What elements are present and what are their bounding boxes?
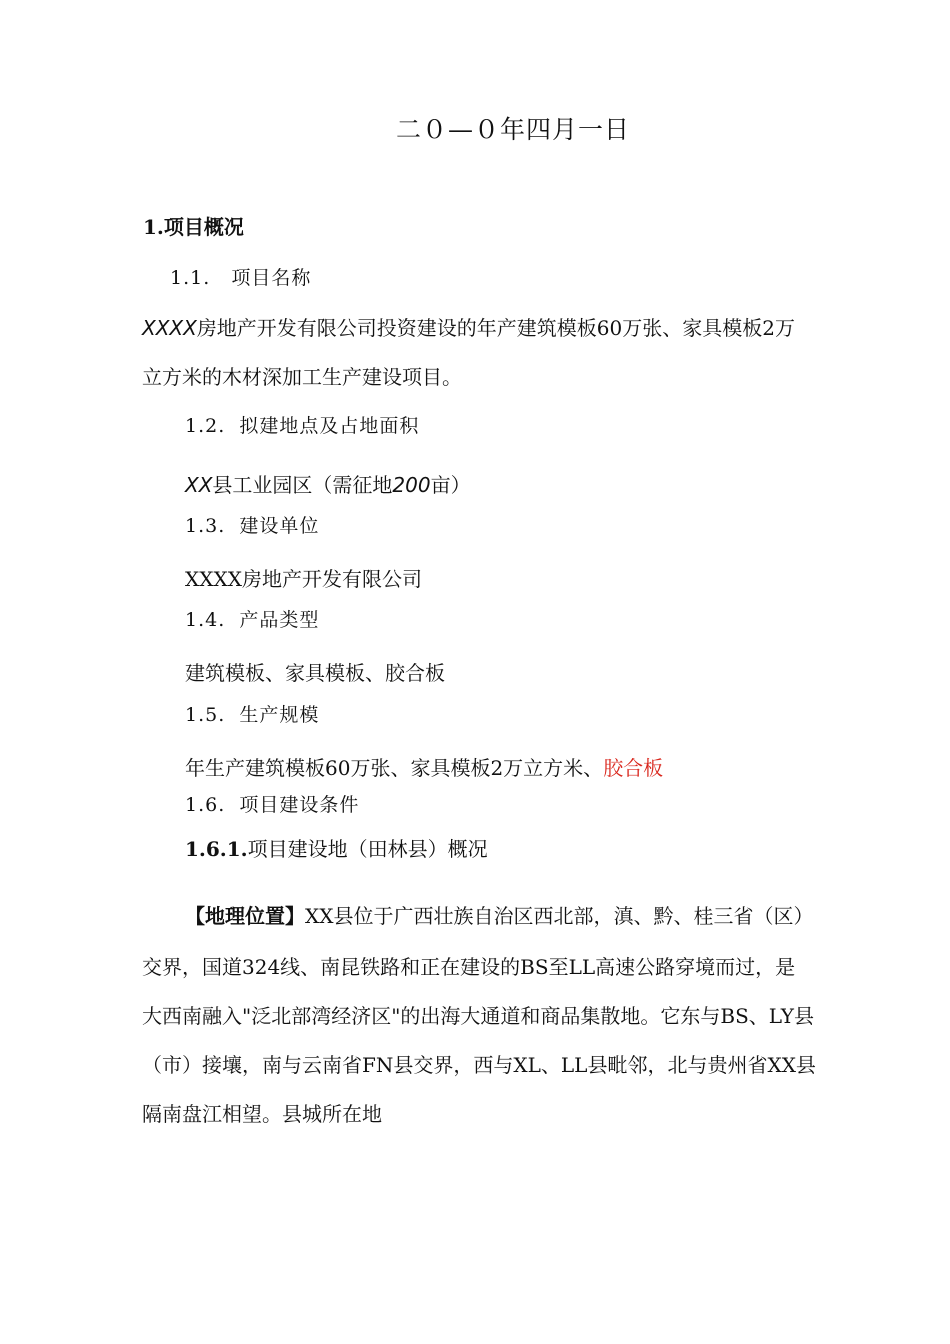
- subsection-1-2: [185, 412, 419, 440]
- section-number: 1.1.: [170, 267, 211, 289]
- project-name-text: 房地产开发有限公司投资建设的年产建筑模板60万张、家具模板2万: [196, 316, 795, 340]
- geo-paragraph-line-3: 大西南融入"泛北部湾经济区"的出海大通道和商品集散地。它东与BS、LY县: [142, 1004, 815, 1028]
- subsection-1-1: [170, 264, 311, 292]
- subsection-1-5: [185, 701, 319, 729]
- section-title: 项目名称: [231, 267, 312, 289]
- section-number: 1.3.: [185, 515, 226, 537]
- location-text: [185, 471, 471, 499]
- section-number: 1.6.: [185, 794, 226, 816]
- geo-paragraph-line-1: [185, 902, 813, 930]
- subsection-1-6: [185, 791, 359, 819]
- section-number: 1.2.: [185, 415, 226, 437]
- project-name-line-1: [142, 314, 795, 342]
- geo-paragraph-line-4: （市）接壤，南与云南省FN县交界，西与XL、LL县毗邻，北与贵州省XX县: [142, 1053, 816, 1077]
- subsection-1-4: [185, 606, 319, 634]
- county-placeholder: XX: [185, 473, 213, 497]
- section-number: 1.4.: [185, 609, 226, 631]
- subsection-1-6-1: [185, 835, 488, 863]
- highlighted-plywood: 胶合板: [603, 756, 664, 780]
- geo-paragraph-line-5: 隔南盘江相望。县城所在地: [142, 1102, 382, 1126]
- company-placeholder: XXXX: [142, 316, 197, 340]
- location-text-b: 亩）: [430, 473, 471, 497]
- section-title: 拟建地点及占地面积: [239, 415, 420, 437]
- section-title: 项目建设地（田林县）概况: [247, 837, 488, 861]
- location-text-a: 县工业园区（需征地: [212, 473, 393, 497]
- document-date: 二０—０年四月一日: [396, 115, 631, 144]
- production-scale: [185, 754, 663, 782]
- area-number: 200: [392, 473, 431, 497]
- section-heading-project-overview: 1.项目概况: [143, 215, 244, 239]
- section-title: 生产规模: [239, 704, 320, 726]
- section-number: 1.5.: [185, 704, 226, 726]
- geo-text-1: XX县位于广西壮族自治区西北部，滇、黔、桂三省（区）: [305, 904, 814, 928]
- project-name-line-2: 立方米的木材深加工生产建设项目。: [142, 365, 462, 389]
- geo-paragraph-line-2: 交界，国道324线、南昆铁路和正在建设的BS至LL高速公路穿境而过，是: [142, 955, 796, 979]
- builder-name: XXXX房地产开发有限公司: [185, 567, 422, 591]
- section-title: 建设单位: [239, 515, 320, 537]
- section-title: 产品类型: [239, 609, 320, 631]
- production-scale-text: 年生产建筑模板60万张、家具模板2万立方米、: [185, 756, 604, 780]
- section-number: 1.6.1.: [185, 837, 248, 861]
- section-title: 项目建设条件: [239, 794, 360, 816]
- subsection-1-3: [185, 512, 319, 540]
- product-types: 建筑模板、家具模板、胶合板: [185, 661, 445, 685]
- geo-label: 【地理位置】: [185, 904, 305, 928]
